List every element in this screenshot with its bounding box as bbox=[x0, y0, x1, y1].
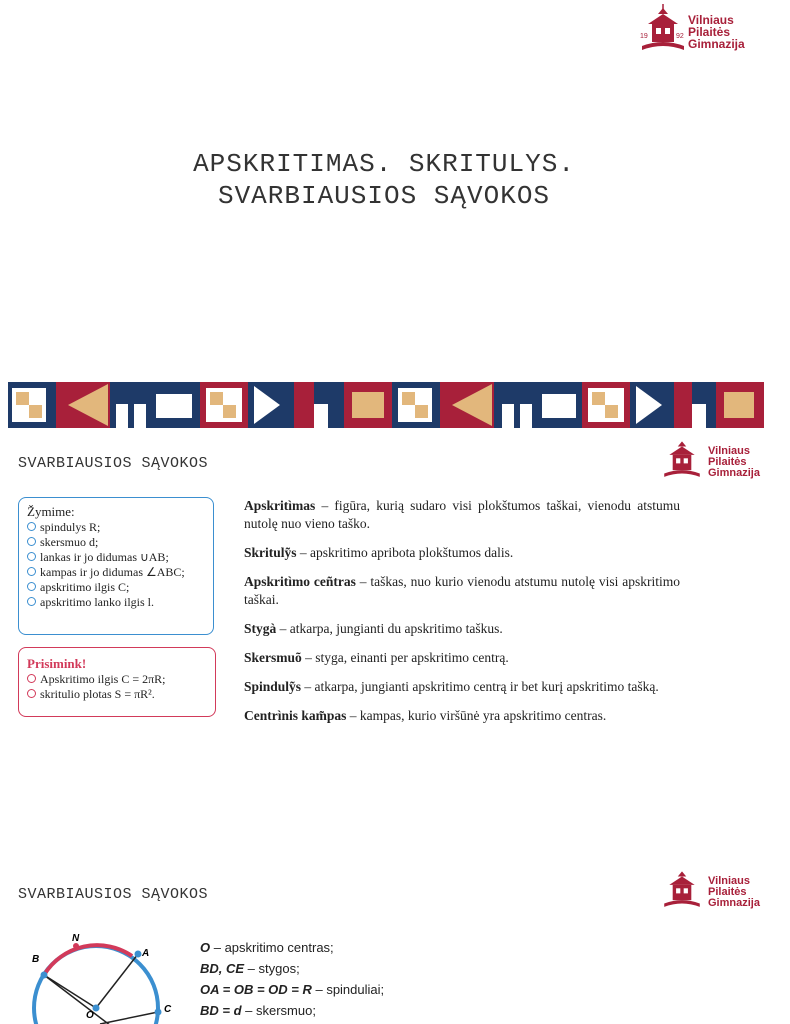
legend-item: BD = d – skersmuo; bbox=[200, 1003, 316, 1018]
radius-ob bbox=[44, 975, 96, 1008]
notation-title: Žymime: bbox=[27, 504, 75, 519]
slide-title: APSKRITIMAS. SKRITULYS. SVARBIAUSIOS SĄVOKOS bbox=[193, 149, 575, 211]
bullet-circle-icon bbox=[27, 567, 36, 576]
list-item: apskritimo ilgis C; bbox=[27, 580, 205, 595]
definition: Spindulỹs – atkarpa, jungianti apskritimo centrą ir bet kurį apskritimo tašką. bbox=[244, 679, 659, 694]
notation-box bbox=[18, 497, 214, 635]
point-c bbox=[155, 1009, 162, 1016]
school-emblem-icon bbox=[638, 4, 688, 56]
remember-box bbox=[18, 647, 216, 717]
label-c: C bbox=[164, 1004, 172, 1015]
bullet-circle-icon bbox=[27, 552, 36, 561]
legend-item: OA = OB = OD = R – spinduliai; bbox=[200, 982, 385, 997]
definition: Skersmuõ – styga, einanti per apskritimo centrą. bbox=[244, 650, 509, 665]
arc-bn bbox=[44, 945, 132, 975]
svg-text:92: 92 bbox=[676, 33, 684, 40]
school-logo bbox=[660, 868, 790, 924]
bullet-circle-icon bbox=[27, 597, 36, 606]
point-a bbox=[135, 951, 142, 958]
school-name: Vilniaus Pilaitės Gimnazija bbox=[708, 445, 760, 479]
definition: Stygà – atkarpa, jungianti du apskritimo taškus. bbox=[244, 621, 503, 636]
circle-diagram bbox=[20, 928, 170, 1024]
section-heading: SVARBIAUSIOS SĄVOKOS bbox=[18, 455, 209, 472]
school-emblem-icon bbox=[660, 868, 704, 912]
diagram-legend bbox=[200, 937, 384, 1021]
bullet-circle-icon bbox=[27, 522, 36, 531]
label-n: N bbox=[72, 933, 80, 944]
label-b: B bbox=[32, 954, 40, 965]
chord-ce bbox=[100, 1012, 158, 1024]
section-heading: SVARBIAUSIOS SĄVOKOS bbox=[18, 886, 209, 903]
remember-title: Prisimink! bbox=[27, 656, 87, 671]
school-name: Vilniaus Pilaitės Gimnazija bbox=[688, 13, 745, 51]
definitions-list bbox=[244, 497, 680, 736]
bullet-circle-icon bbox=[27, 537, 36, 546]
list-item: skritulio plotas S = πR². bbox=[27, 687, 207, 702]
definition: Apskritìmo ceñtras – taškas, nuo kurio vienodu atstumu nutolę visi apskritimo taškai. bbox=[244, 574, 680, 607]
definition: Centrìnis kam̃pas – kampas, kurio viršūnė yra apskritimo centras. bbox=[244, 708, 607, 723]
school-logo bbox=[660, 438, 790, 494]
legend-item: BD, CE – stygos; bbox=[200, 961, 300, 976]
bullet-circle-icon bbox=[27, 674, 36, 683]
svg-text:19: 19 bbox=[640, 33, 648, 40]
list-item: skersmuo d; bbox=[27, 535, 205, 550]
definition: Skritulỹs – apskritimo apribota plokštumos dalis. bbox=[244, 545, 514, 560]
school-name: Vilniaus Pilaitės Gimnazija bbox=[708, 875, 760, 909]
list-item: spindulys R; bbox=[27, 520, 205, 535]
label-a: A bbox=[142, 948, 150, 959]
list-item: Apskritimo ilgis C = 2πR; bbox=[27, 672, 207, 687]
definition: Apskritìmas – figūra, kurią sudaro visi plokštumos taškai, vienodu atstumu nutolę nuo vieno taško. bbox=[244, 498, 680, 531]
decorative-pattern-band bbox=[8, 382, 764, 428]
list-item: lankas ir jo didumas ∪AB; bbox=[27, 550, 205, 565]
radius-oa bbox=[96, 954, 138, 1008]
list-item: kampas ir jo didumas ∠ABC; bbox=[27, 565, 205, 580]
bullet-circle-icon bbox=[27, 582, 36, 591]
school-emblem-icon bbox=[660, 438, 704, 482]
circle-outline bbox=[34, 946, 158, 1024]
point-b bbox=[41, 972, 48, 979]
label-o: O bbox=[86, 1010, 94, 1021]
list-item: apskritimo lanko ilgis l. bbox=[27, 595, 205, 610]
school-logo bbox=[638, 4, 768, 60]
legend-item: O – apskritimo centras; bbox=[200, 940, 334, 955]
bullet-circle-icon bbox=[27, 689, 36, 698]
